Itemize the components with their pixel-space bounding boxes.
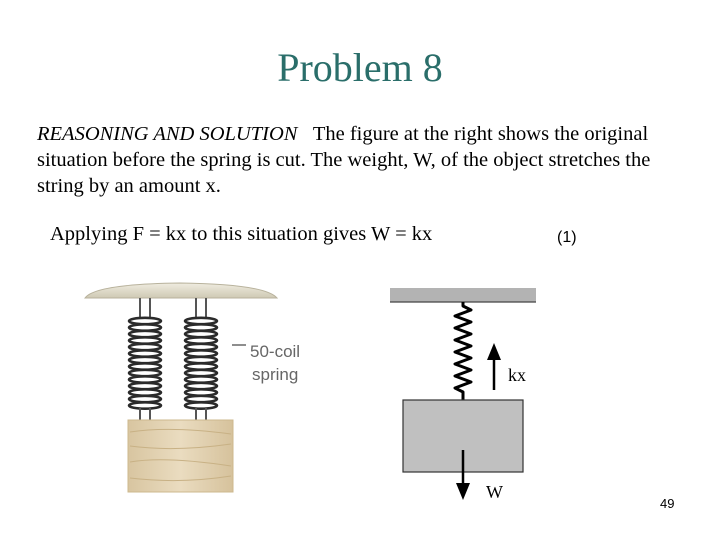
zigzag-spring: [455, 302, 471, 400]
equation-number: (1): [557, 229, 577, 246]
reasoning-body: The figure at the right shows the original situation before the spring is cut. The weight, W, of the object stretches the string by an amount x.: [37, 123, 651, 197]
slide-title: Problem 8: [277, 45, 443, 90]
spring-label-line2: spring: [252, 365, 299, 384]
ceiling-slab: [85, 283, 277, 298]
arrow-down-head: [456, 483, 470, 500]
left-spring-figure: [85, 283, 300, 492]
arrow-up-head: [487, 343, 501, 360]
coil-turn: [129, 402, 161, 408]
coil-spring-left: [129, 318, 161, 409]
applying-equation-text: Applying F = kx to this situation gives W = kx: [50, 223, 433, 245]
spring-label-line1: 50-coil: [250, 342, 301, 361]
wood-block: [128, 420, 233, 492]
w-label: W: [486, 482, 503, 502]
kx-label: kx: [508, 365, 526, 385]
page-number: 49: [660, 496, 675, 511]
coil-turn: [185, 402, 217, 408]
ceiling-bar: [390, 288, 536, 302]
reasoning-lead: REASONING AND SOLUTION: [37, 123, 298, 145]
coil-spring-right: [185, 318, 217, 409]
right-spring-figure: [390, 288, 536, 502]
